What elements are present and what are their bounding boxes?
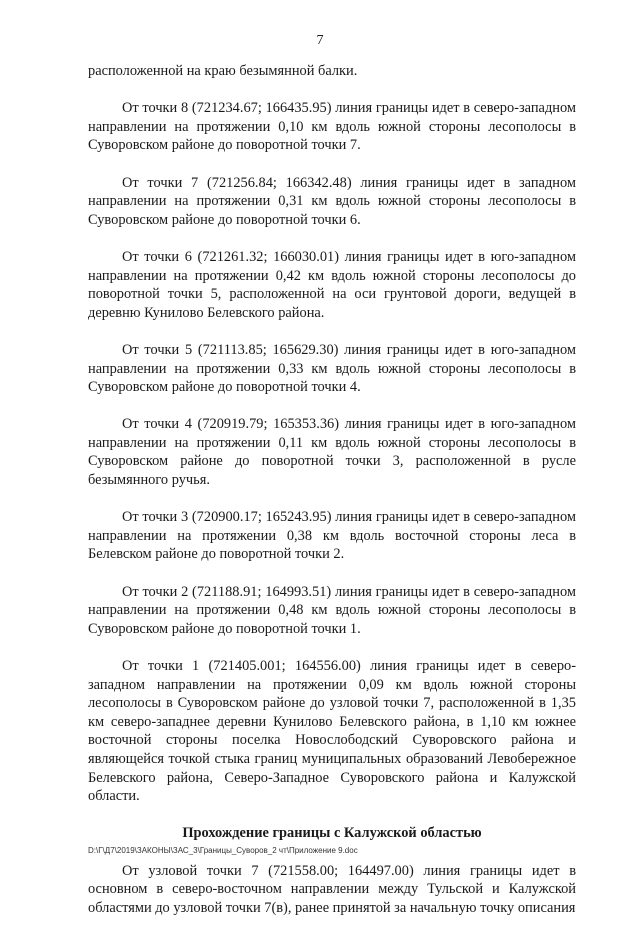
- paragraph-point-5: От точки 5 (721113.85; 165629.30) линия границы идет в юго-западном направлении на протяжении 0,33 км вдоль южной стороны лесополосы в Суворовском районе до поворотной точки 4.: [88, 341, 576, 396]
- footer-file-path: D:\Г\Д7\2019\ЗАКОНЫ\ЗАС_3\Границы_Суворов_2 чт\Приложение 9.doc: [88, 846, 358, 855]
- paragraph-point-7: От точки 7 (721256.84; 166342.48) линия границы идет в западном направлении на протяжении 0,31 км вдоль южной стороны лесополосы в Суворовском районе до поворотной точки 6.: [88, 174, 576, 228]
- paragraph-node-point-7: От узловой точки 7 (721558.00; 164497.00) линия границы идет в основном в северо-восточном направлении между Тульской и Калужской областями до узловой точки 7(в), ранее принятой за начальную точку описания: [88, 862, 576, 916]
- paragraph-point-4: От точки 4 (720919.79; 165353.36) линия границы идет в юго-западном направлении на протяжении 0,11 км вдоль южной стороны лесополосы в Суворовском районе до поворотной точки 3, расположенной в русле безымянного ручья.: [88, 416, 576, 489]
- section-heading: Прохождение границы с Калужской областью: [182, 825, 482, 842]
- paragraph-continuation: расположенной на краю безымянной балки.: [88, 63, 358, 79]
- paragraph-point-1: От точки 1 (721405.001; 164556.00) линия границы идет в северо-западном направлении на протяжении 0,09 км вдоль южной стороны лесополосы в Суворовском районе до узловой точки 7, расположенной в 1,35 км северо-западнее деревни Кунилово Белевского района, в 1,10 км южнее восточной стороны поселка Новослободский Суворовского района и являющейся точкой стыка границ муниципальных образований Левобережное Белевского района, Северо-Западное Суворовского района и Калужской области.: [88, 658, 576, 805]
- paragraph-point-8: От точки 8 (721234.67; 166435.95) линия границы идет в северо-западном направлении на протяжении 0,10 км вдоль южной стороны лесополосы в Суворовском районе до поворотной точки 7.: [88, 100, 576, 154]
- page-number: 7: [316, 33, 324, 48]
- paragraph-point-2: От точки 2 (721188.91; 164993.51) линия границы идет в северо-западном направлении на протяжении 0,48 км вдоль южной стороны лесополосы в Суворовском районе до поворотной точки 1.: [88, 583, 576, 637]
- document-body: [88, 62, 576, 936]
- paragraph-point-6: От точки 6 (721261.32; 166030.01) линия границы идет в юго-западном направлении на протяжении 0,42 км вдоль южной стороны лесополосы до поворотной точки 5, расположенной на оси грунтовой дороги, ведущей в деревню Кунилово Белевского района.: [88, 248, 576, 321]
- paragraph-point-3: От точки 3 (720900.17; 165243.95) линия границы идет в северо-западном направлении на протяжении 0,38 км вдоль восточной стороны леса в Белевском районе до поворотной точки 2.: [88, 509, 576, 563]
